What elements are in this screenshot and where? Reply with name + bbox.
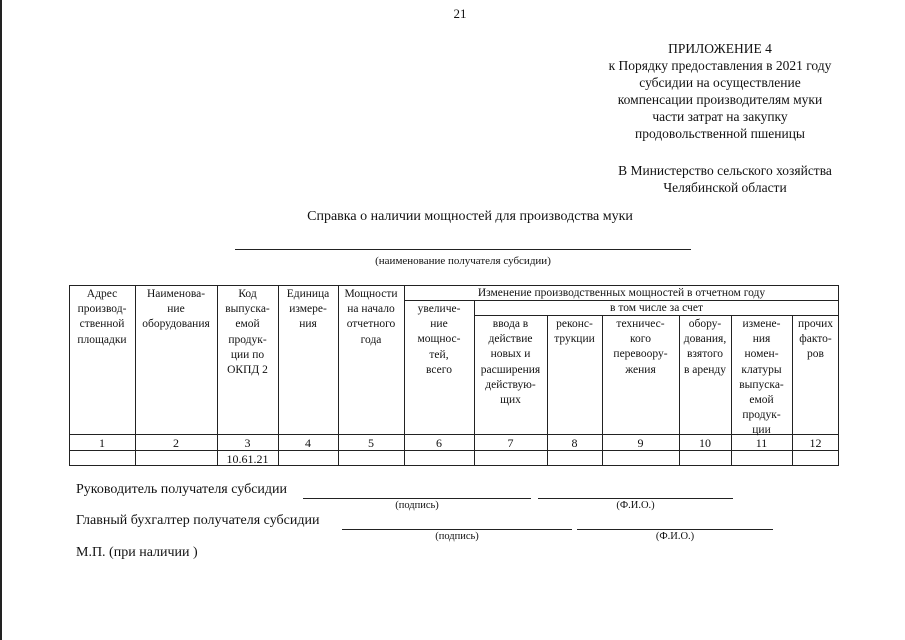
header-capacity-change: Изменение производственных мощностей в отчетном году bbox=[477, 287, 766, 299]
capacity-table bbox=[69, 285, 839, 466]
stamp-label: М.П. (при наличии ) bbox=[76, 545, 198, 560]
accountant-signature-line bbox=[342, 529, 572, 530]
head-name-line bbox=[538, 498, 733, 499]
header-text: кого bbox=[630, 333, 651, 346]
column-number: 1 bbox=[99, 436, 105, 450]
header-text: ции bbox=[752, 424, 771, 437]
header-address bbox=[69, 287, 135, 348]
header-text: тей, bbox=[429, 348, 449, 361]
accountant-name-caption: (Ф.И.О.) bbox=[655, 531, 695, 542]
column-number: 4 bbox=[305, 436, 311, 450]
header-text: продук- bbox=[228, 333, 267, 346]
header-text: измене- bbox=[742, 318, 781, 330]
header-text: действую- bbox=[485, 378, 536, 391]
header-text: ввода в bbox=[492, 318, 529, 330]
column-number: 10 bbox=[699, 436, 711, 450]
header-text: площадки bbox=[77, 333, 127, 346]
head-name-caption: (Ф.И.О.) bbox=[616, 500, 655, 511]
header-reconstruction bbox=[547, 317, 602, 347]
header-text: измере- bbox=[289, 303, 327, 316]
column-number: 5 bbox=[368, 436, 374, 450]
head-signature-line bbox=[303, 498, 531, 499]
header-text: перевоору- bbox=[613, 348, 668, 361]
addressee-line: В Министерство сельского хозяйства bbox=[618, 163, 832, 178]
header-nomenclature-change bbox=[731, 317, 792, 439]
header-including: в том числе за счет bbox=[610, 302, 703, 314]
header-text: года bbox=[360, 333, 382, 346]
table-border-bottom bbox=[69, 465, 839, 466]
header-unit bbox=[278, 287, 338, 333]
column-number: 9 bbox=[637, 436, 644, 450]
appendix-line: компенсации производителям муки bbox=[617, 92, 823, 107]
header-text: оборудования bbox=[142, 318, 210, 331]
header-text: всего bbox=[426, 363, 452, 376]
header-text: расширения bbox=[480, 363, 541, 376]
header-text: обору- bbox=[688, 318, 722, 330]
header-other-factors bbox=[792, 317, 839, 363]
column-number: 11 bbox=[755, 436, 768, 450]
header-text: щих bbox=[500, 394, 521, 407]
product-code-value: 10.61.21 bbox=[226, 452, 269, 466]
accountant-signature-label: Главный бухгалтер получателя субсидии bbox=[76, 513, 320, 528]
header-text: емой bbox=[749, 394, 774, 407]
appendix-line: субсидии на осуществление bbox=[639, 75, 801, 90]
header-text: техничес- bbox=[616, 318, 665, 330]
header-text: трукции bbox=[554, 333, 595, 346]
recipient-caption: (наименование получателя субсидии) bbox=[375, 255, 551, 267]
header-commissioning bbox=[474, 317, 547, 408]
header-text: Адрес bbox=[86, 288, 118, 300]
header-text: ственной bbox=[79, 318, 125, 331]
header-text: номен- bbox=[744, 348, 779, 361]
header-text: продук- bbox=[742, 409, 781, 422]
addressee-line: Челябинской области bbox=[663, 180, 787, 195]
header-text: новых и bbox=[490, 348, 531, 361]
header-text: Код bbox=[238, 288, 257, 300]
appendix-line: продовольственной пшеницы bbox=[634, 126, 806, 141]
header-increase-total bbox=[404, 302, 474, 378]
header-text: Единица bbox=[286, 288, 330, 300]
appendix-line: к Порядку предоставления в 2021 году bbox=[608, 58, 832, 73]
column-number: 6 bbox=[436, 436, 442, 450]
header-text: ров bbox=[807, 348, 824, 361]
header-text: увеличе- bbox=[417, 303, 461, 315]
column-number: 8 bbox=[571, 436, 578, 450]
header-text: ние bbox=[430, 318, 448, 331]
accountant-signature-caption: (подпись) bbox=[435, 531, 479, 542]
header-text: ние bbox=[167, 303, 185, 316]
header-product-code bbox=[217, 287, 278, 378]
header-text: отчетного bbox=[346, 318, 396, 331]
recipient-name-line bbox=[235, 249, 691, 250]
header-re-equipment bbox=[602, 317, 679, 378]
header-text: дования, bbox=[683, 333, 727, 346]
header-text: реконс- bbox=[556, 318, 593, 330]
head-signature-label: Руководитель получателя субсидии bbox=[76, 482, 288, 497]
appendix-title: ПРИЛОЖЕНИЕ 4 bbox=[668, 41, 772, 56]
header-text: действие bbox=[488, 333, 533, 346]
column-number: 2 bbox=[173, 436, 179, 450]
page-left-edge bbox=[0, 0, 2, 640]
header-text: ции по bbox=[230, 348, 265, 361]
header-text: производ- bbox=[77, 303, 127, 316]
header-text: выпуска- bbox=[739, 378, 784, 391]
header-text: ния bbox=[299, 318, 317, 331]
column-number: 3 bbox=[244, 436, 251, 450]
header-text: ОКПД 2 bbox=[227, 364, 268, 377]
column-number: 7 bbox=[507, 436, 514, 450]
addressee-block bbox=[575, 162, 875, 196]
accountant-name-line bbox=[577, 529, 773, 530]
header-text: взятого bbox=[686, 348, 724, 361]
header-text: мощнос- bbox=[417, 333, 461, 346]
header-capacity-start bbox=[338, 287, 404, 348]
head-signature-caption: (подпись) bbox=[395, 500, 439, 511]
header-leased-equipment bbox=[679, 317, 731, 378]
header-text: выпуска- bbox=[225, 303, 270, 316]
header-text: прочих bbox=[797, 318, 834, 330]
header-text: на начало bbox=[347, 303, 395, 316]
header-text: емой bbox=[235, 318, 260, 331]
document-title: Справка о наличии мощностей для производства муки bbox=[307, 209, 633, 224]
appendix-line: части затрат на закупку bbox=[652, 109, 788, 124]
appendix-block bbox=[560, 40, 880, 142]
header-text: ния bbox=[752, 333, 771, 346]
header-text: в аренду bbox=[683, 363, 727, 376]
header-text: Мощности bbox=[344, 288, 398, 300]
header-text: жения bbox=[625, 363, 656, 376]
header-text: клатуры bbox=[741, 363, 782, 376]
header-text: Наименова- bbox=[146, 288, 206, 300]
header-equipment bbox=[135, 287, 217, 333]
header-text: факто- bbox=[799, 333, 832, 346]
column-number: 12 bbox=[809, 436, 822, 450]
page-number: 21 bbox=[453, 6, 467, 21]
